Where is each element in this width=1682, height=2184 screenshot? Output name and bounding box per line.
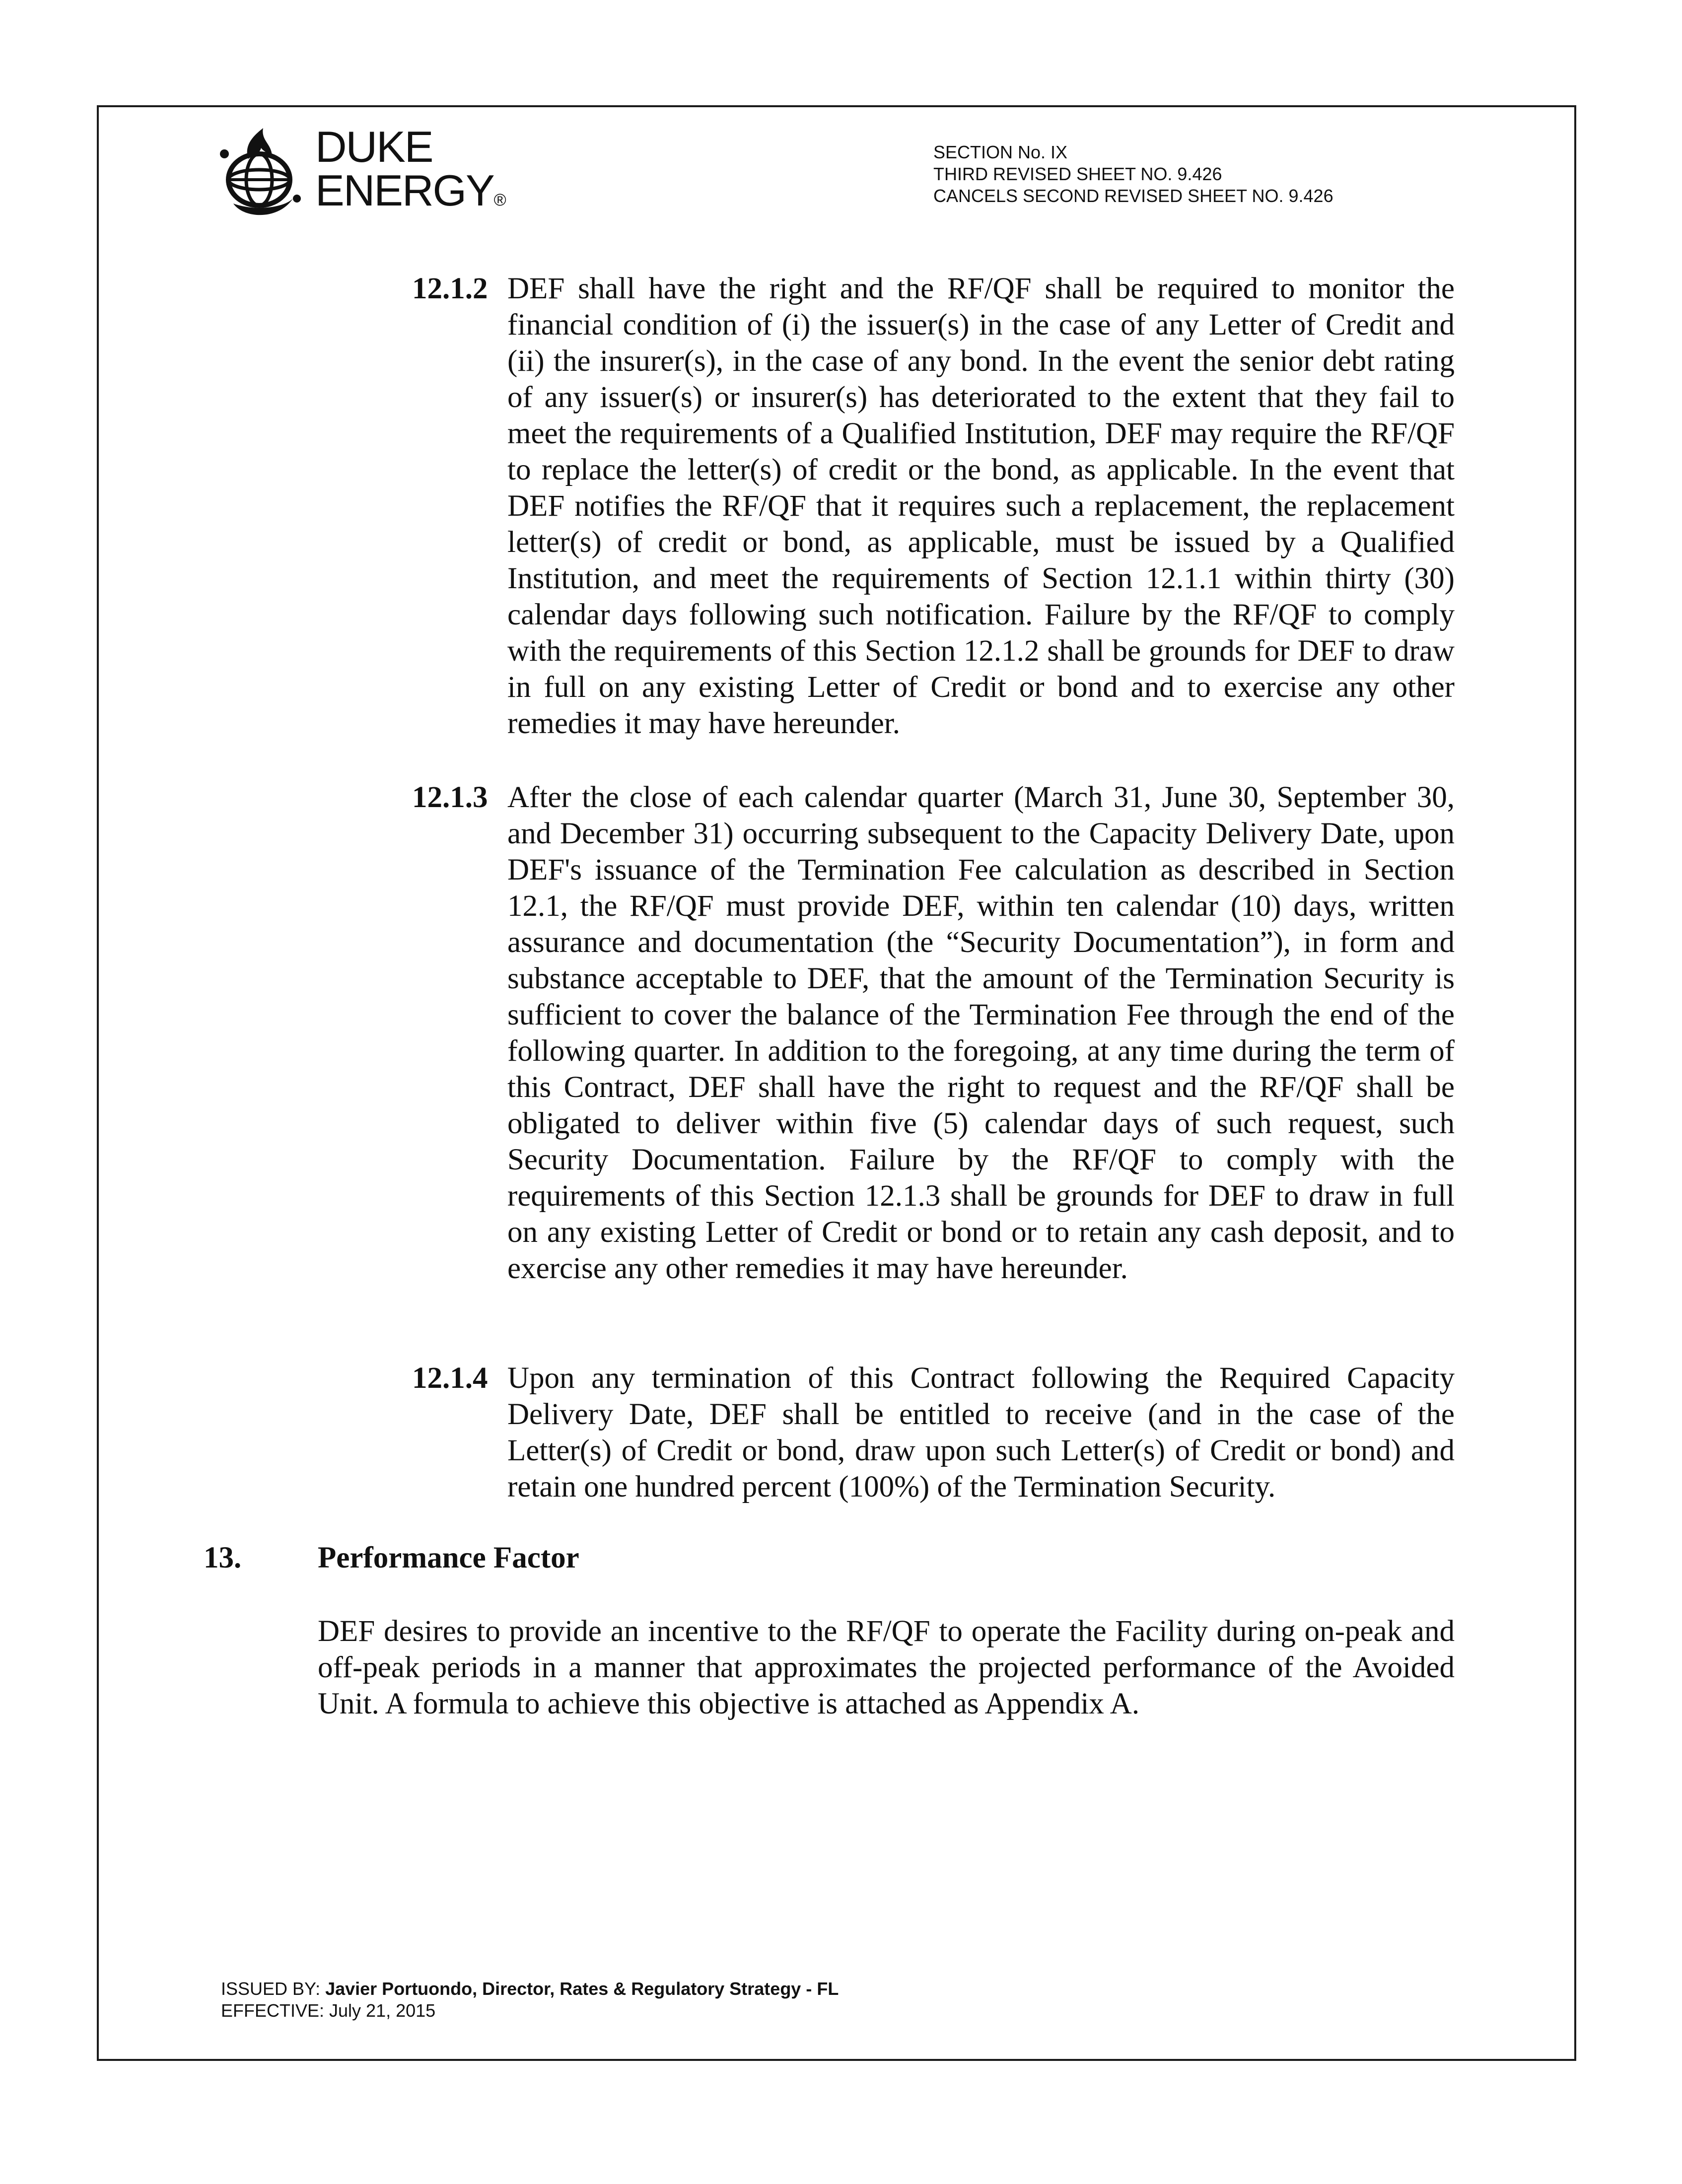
- logo-line-energy: [315, 166, 506, 222]
- sheet-number: THIRD REVISED SHEET NO. 9.426: [933, 164, 1222, 184]
- section-body-performance-factor: DEF desires to provide an incentive to the RF/QF to operate the Facility during on-peak and off-peak periods in a manner that approximates the projected performance of the Avoided Unit. A formula to achieve this objective is attached as Appendix A.: [318, 1615, 1455, 1720]
- section-number: SECTION No. IX: [933, 142, 1068, 162]
- clause-number-12-1-4: 12.1.4: [412, 1362, 488, 1395]
- cancels-sheet: CANCELS SECOND REVISED SHEET NO. 9.426: [933, 186, 1333, 206]
- duke-energy-flame-globe-icon: [213, 124, 313, 223]
- clause-text-12-1-2: DEF shall have the right and the RF/QF shall be required to monitor the financial condition of (i) the issuer(s) in the case of any Letter of Credit and (ii) the insurer(s), in the case of any bond. In the event the senior debt rating of any issuer(s) or insurer(s) has deteriorated to the extent that they fail to meet the requirements of a Qualified Institution, DEF may require the RF/QF to replace the letter(s) of credit or the bond, as applicable. In the event that DEF notifies the RF/QF that it requires such a replacement, the replacement letter(s) of credit or bond, as applicable, must be issued by a Qualified Institution, and meet the requirements of Section 12.1.1 within thirty (30) calendar days following such notification. Failure by the RF/QF to comply with the requirements of this Section 12.1.2 shall be grounds for DEF to draw in full on any existing Letter of Credit or bond and to exercise any other remedies it may have hereunder.: [507, 272, 1455, 740]
- section-title-performance-factor: Performance Factor: [318, 1541, 579, 1574]
- effective-value: July 21, 2015: [329, 2000, 436, 2021]
- logo-line-duke: DUKE: [315, 122, 433, 171]
- logo-wordmark: [315, 122, 506, 222]
- logo-energy-text: ENERGY: [315, 166, 494, 215]
- clause-text-12-1-4: Upon any termination of this Contract following the Required Capacity Delivery Date, DEF shall be entitled to receive (and in the case of the Letter(s) of Credit or bond, draw upon such Letter(s) of Credit or bond) and retain one hundred percent (100%) of the Termination Security.: [507, 1362, 1455, 1503]
- sheet-header: [933, 141, 1333, 207]
- issued-by-value: Javier Portuondo, Director, Rates & Regulatory Strategy - FL: [325, 1979, 839, 1999]
- effective-label: EFFECTIVE:: [221, 2000, 330, 2021]
- section-number-13: 13.: [204, 1541, 242, 1574]
- duke-energy-logo: [213, 124, 531, 223]
- clause-text-12-1-3: After the close of each calendar quarter (March 31, June 30, September 30, and December 31) occurring subsequent to the Capacity Delivery Date, upon DEF's issuance of the Termination Fee calculation as described in Section 12.1, the RF/QF must provide DEF, within ten calendar (10) days, written assurance and documentation (the “Security Documentation”), in form and substance acceptable to DEF, that the amount of the Termination Security is sufficient to cover the balance of the Termination Fee through the end of the following quarter. In addition to the foregoing, at any time during the term of this Contract, DEF shall have the right to request and the RF/QF shall be obligated to deliver within five (5) calendar days of such request, such Security Documentation. Failure by the RF/QF to comply with the requirements of this Section 12.1.3 shall be grounds for DEF to draw in full on any existing Letter of Credit or bond or to retain any cash deposit, and to exercise any other remedies it may have hereunder.: [507, 781, 1455, 1285]
- issued-by-line: [221, 1978, 839, 2000]
- effective-line: [221, 2000, 839, 2022]
- issued-by-label: ISSUED BY:: [221, 1979, 326, 1999]
- clause-number-12-1-3: 12.1.3: [412, 781, 488, 814]
- clause-number-12-1-2: 12.1.2: [412, 272, 488, 305]
- footer: [221, 1978, 839, 2022]
- registered-mark: ®: [493, 191, 506, 209]
